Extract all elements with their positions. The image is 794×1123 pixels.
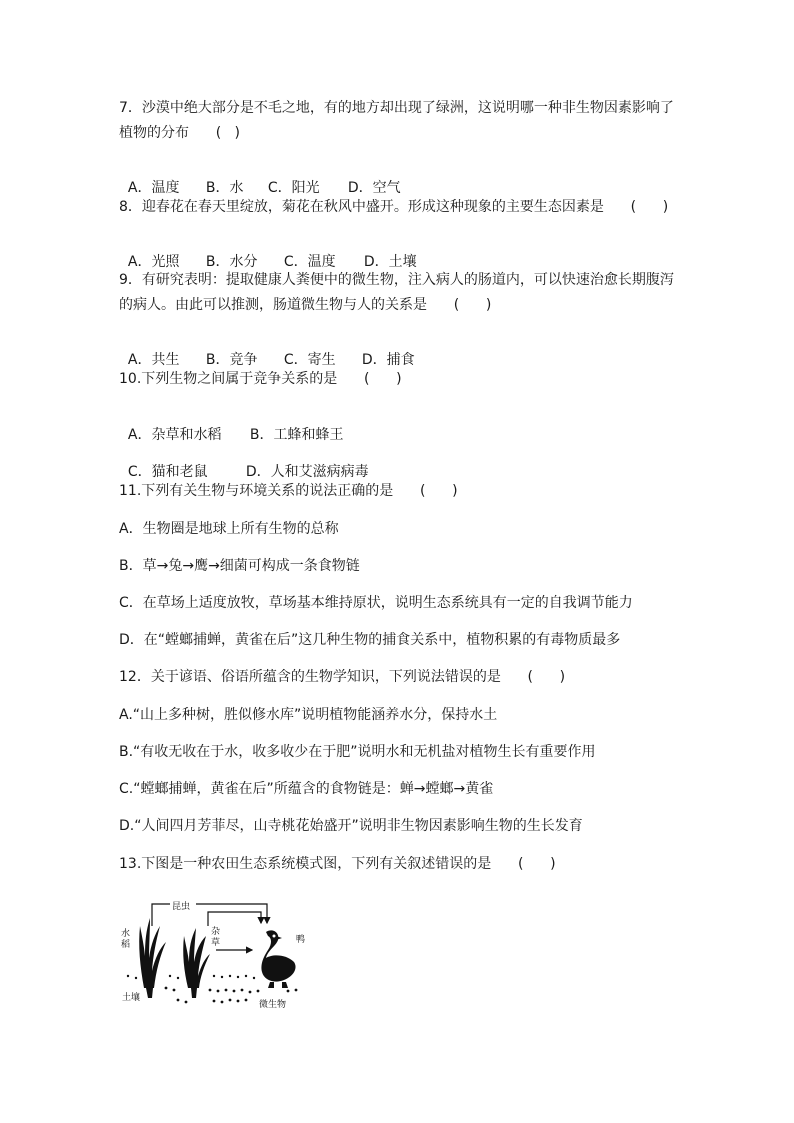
q12-option-b: B.“有收无收在于水，收多收少在于肥”说明水和无机盐对植物生长有重要作用 [119, 744, 596, 760]
label-rice-1: 水 [121, 929, 131, 939]
farm-ecosystem-diagram [118, 896, 308, 1011]
q9-option-a: A．共生 [127, 352, 180, 368]
label-duck: 鸭 [296, 935, 306, 945]
q11-option-c: C．在草场上适度放牧，草场基本维持原状，说明生态系统具有一定的自我调节能力 [119, 595, 633, 611]
label-rice-2: 稻 [121, 940, 131, 950]
q10-option-d: D．人和艾滋病病毒 [245, 464, 369, 480]
q11-option-a: A．生物圈是地球上所有生物的总称 [119, 521, 339, 537]
q8-option-c: C．温度 [283, 254, 336, 270]
label-insect: 昆虫 [172, 902, 191, 912]
q7-option-c: C．阳光 [267, 180, 320, 196]
q7-option-d: D．空气 [347, 180, 401, 196]
q12-option-a: A.“山上多种树，胜似修水库”说明植物能涵养水分，保持水土 [119, 707, 498, 723]
q8-option-d: D．土壤 [363, 254, 417, 270]
q12-stem: 12．关于谚语、俗语所蕴含的生物学知识，下列说法错误的是 ( ) [119, 669, 566, 685]
q7-stem-line1: 7．沙漠中绝大部分是不毛之地，有的地方却出现了绿洲，这说明哪一种非生物因素影响了 [119, 100, 674, 116]
q10-options-row1 [119, 408, 344, 444]
label-microbe: 微生物 [259, 1000, 287, 1010]
q12-option-c: C.“螳螂捕蝉，黄雀在后”所蕴含的食物链是：蝉→螳螂→黄雀 [119, 781, 494, 797]
label-weed-2: 草 [211, 938, 221, 948]
q8-option-b: B．水分 [205, 254, 258, 270]
label-weed-1: 杂 [211, 927, 221, 937]
q9-option-d: D．捕食 [361, 352, 415, 368]
q9-stem-line2: 的病人。由此可以推测，肠道微生物与人的关系是 ( ) [119, 297, 492, 313]
q8-options [119, 235, 417, 271]
q7-stem-line2: 植物的分布 ( ) [119, 125, 240, 141]
q8-stem: 8．迎春花在春天里绽放，菊花在秋风中盛开。形成这种现象的主要生态因素是 ( ) [119, 199, 669, 215]
rice-plant-icon [139, 918, 166, 998]
q10-option-b: B．工蜂和蜂王 [249, 427, 344, 443]
q13-stem: 13.下图是一种农田生态系统模式图，下列有关叙述错误的是 ( ) [119, 856, 556, 872]
q9-option-c: C．寄生 [283, 352, 336, 368]
q7-option-a: A．温度 [127, 180, 180, 196]
q9-stem-line1: 9．有研究表明：提取健康人粪便中的微生物，注入病人的肠道内，可以快速治愈长期腹泻 [119, 272, 674, 288]
q10-stem: 10.下列生物之间属于竞争关系的是 ( ) [119, 371, 402, 387]
q11-option-b: B．草→兔→鹰→细菌可构成一条食物链 [119, 558, 360, 574]
q12-option-d: D.“人间四月芳菲尽，山寺桃花始盛开”说明非生物因素影响生物的生长发育 [119, 818, 583, 834]
q9-options [119, 333, 415, 369]
q7-option-b: B．水 [205, 180, 244, 196]
q7-options [119, 161, 401, 197]
q10-option-c: C．猫和老鼠 [127, 464, 208, 480]
q8-option-a: A．光照 [127, 254, 180, 270]
q9-option-b: B．竞争 [205, 352, 258, 368]
insect-flow-arrows [152, 904, 267, 950]
q10-option-a: A．杂草和水稻 [127, 427, 222, 443]
q11-option-d: D．在“螳螂捕蝉，黄雀在后”这几种生物的捕食关系中，植物积累的有毒物质最多 [119, 632, 621, 648]
q10-options-row2 [119, 445, 369, 481]
duck-icon [261, 930, 295, 988]
label-soil: 土壤 [122, 993, 141, 1003]
weed-plant-icon [183, 928, 210, 998]
q11-stem: 11.下列有关生物与环境关系的说法正确的是 ( ) [119, 483, 458, 499]
